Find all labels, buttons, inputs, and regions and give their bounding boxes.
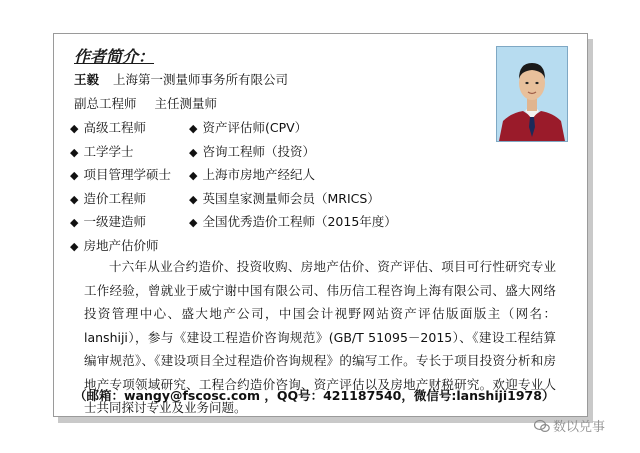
watermark-text: 数以兑事 <box>553 420 606 435</box>
diamond-bullet-icon: ◆ <box>70 216 79 229</box>
diamond-bullet-icon: ◆ <box>70 192 79 206</box>
qualification-item: ◆ 高级工程师 <box>70 120 146 135</box>
contact-info: （邮箱：wangy@fscosc.com ，QQ号：421187540，微信号:lanshiji1978） <box>74 388 555 403</box>
diamond-bullet-icon: ◆ <box>189 145 198 159</box>
author-title-2: 主任测量师 <box>154 96 218 111</box>
diamond-bullet-icon: ◆ <box>189 122 198 135</box>
author-name: 王毅 <box>74 72 100 87</box>
qualification-item: ◆ 上海市房地产经纪人 <box>189 167 315 182</box>
author-company: 上海第一测量师事务所有限公司 <box>113 72 289 87</box>
diamond-bullet-icon: ◆ <box>70 169 79 182</box>
author-photo <box>496 46 568 142</box>
diamond-bullet-icon: ◆ <box>70 122 79 135</box>
qualification-item: ◆ 造价工程师 <box>70 190 146 206</box>
author-titles-row <box>74 94 217 112</box>
author-name-row <box>74 70 288 88</box>
qualification-item: ◆ 一级建造师 <box>70 214 146 229</box>
section-heading: 作者简介： <box>74 47 155 66</box>
diamond-bullet-icon: ◆ <box>70 239 79 253</box>
author-bio: 十六年从业合约造价、投资收购、房地产估价、资产评估、项目可行性研究专业工作经验，曾就业于威宁谢中国有限公司、伟历信工程咨询上海有限公司、盛大网络投资管理中心、盛大地产公司，中国会计视野网站资产评估版面版主（网名：lanshiji），参与《建设工程造价咨询规范》(GB/T 51095－2015）、《建设工程结算编审规范》、《建设项目全过程造价咨询规程》的编写工作。专长于项目投资分析和房地产专项领域研究、工程合约造价咨询、资产评估以及房地产财税研究。欢迎专业人士共同探讨专业及业务问题。 <box>84 259 556 415</box>
diamond-bullet-icon: ◆ <box>70 145 79 159</box>
wechat-logo-icon <box>534 419 550 437</box>
qualification-item: ◆ 工学学士 <box>70 143 134 159</box>
diamond-bullet-icon: ◆ <box>189 216 198 229</box>
diamond-bullet-icon: ◆ <box>189 169 198 182</box>
qualification-item: ◆ 资产评估师(CPV） <box>189 120 308 135</box>
qualification-item: ◆ 房地产估价师 <box>70 237 159 253</box>
qualification-item: ◆ 全国优秀造价工程师（2015年度） <box>189 214 397 229</box>
author-title-1: 副总工程师 <box>74 96 137 111</box>
qualification-item: ◆ 咨询工程师（投资） <box>189 143 315 159</box>
qualification-item: ◆ 项目管理学硕士 <box>70 167 171 182</box>
qualification-item: ◆ 英国皇家测量师会员（MRICS） <box>189 190 380 206</box>
watermark <box>534 416 605 437</box>
author-portrait-icon <box>497 47 567 141</box>
diamond-bullet-icon: ◆ <box>189 192 198 206</box>
